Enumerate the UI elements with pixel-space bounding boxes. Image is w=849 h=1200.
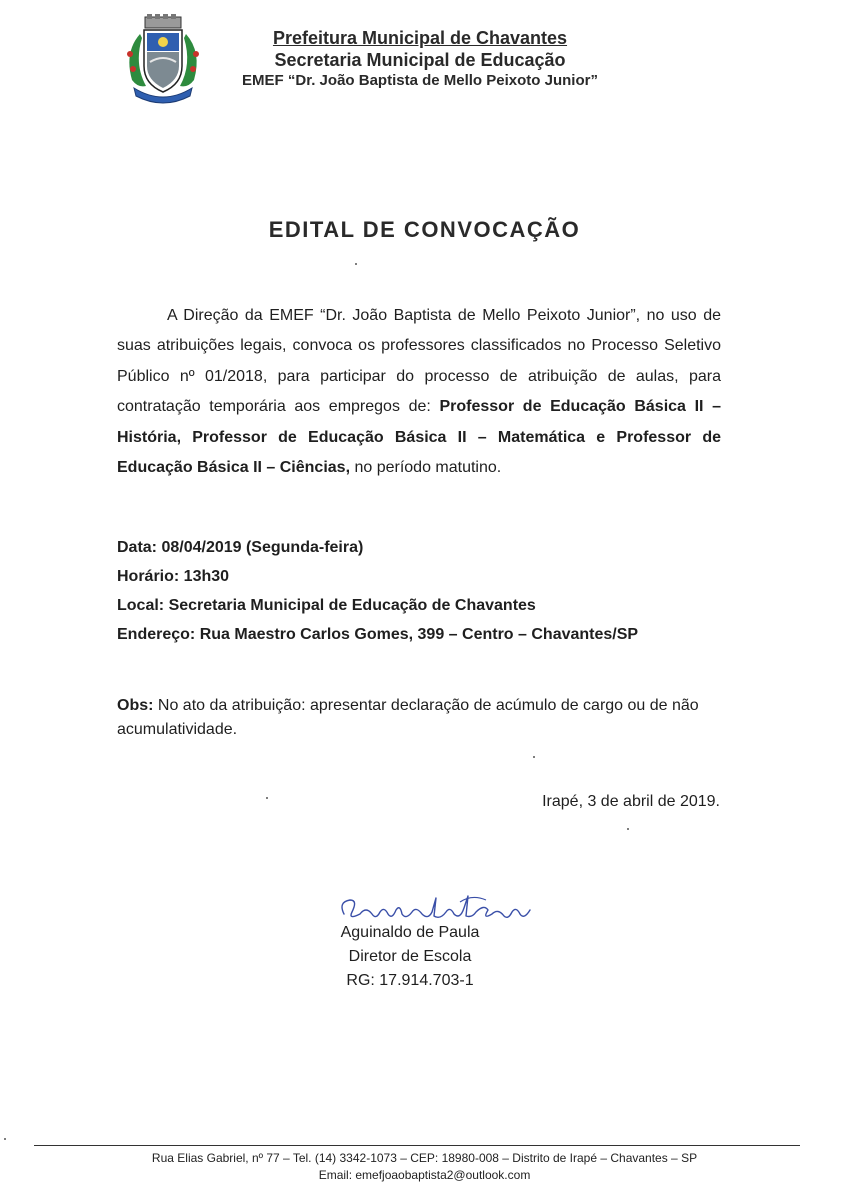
detail-address: Endereço: Rua Maestro Carlos Gomes, 399 – Centro – Chavantes/SP	[117, 626, 639, 643]
obs-label: Obs:	[117, 697, 154, 714]
detail-date: Data: 08/04/2019 (Segunda-feira)	[117, 539, 364, 556]
signer-name: Aguinaldo de Paula	[340, 924, 480, 941]
footer-email: Email: emefjoaobaptista2@outlook.com	[318, 1168, 531, 1182]
paragraph-period: no período matutino.	[350, 459, 502, 477]
paragraph-intro: A Direção da EMEF “Dr. João Baptista de Mello Peixoto Junior”, no uso de suas atribuições legais, convoca os professores classificados no Processo Seletivo Público nº 01/2018, para participar do processo de atribuição de aulas, para contratação temporária aos empregos de:	[117, 307, 721, 416]
paragraph-positions: Professor de Educação Básica II – História, Professor de Educação Básica II – Matemática e Professor de Educação Básica II – Ciências,	[117, 398, 722, 477]
scan-speck	[627, 828, 629, 830]
letterhead-prefeitura: Prefeitura Municipal de Chavantes	[272, 28, 568, 48]
scan-speck	[4, 1138, 6, 1140]
detail-place: Local: Secretaria Municipal de Educação de Chavantes	[117, 597, 536, 614]
observation	[117, 694, 721, 742]
scan-speck	[266, 797, 268, 799]
footer	[0, 1150, 849, 1184]
footer-address: Rua Elias Gabriel, nº 77 – Tel. (14) 3342-1073 – CEP: 18980-008 – Distrito de Irapé – Chavantes – SP	[151, 1151, 698, 1165]
letterhead-secretaria: Secretaria Municipal de Educação	[274, 50, 566, 70]
signature-block	[320, 921, 500, 993]
place-and-date: Irapé, 3 de abril de 2019.	[542, 793, 720, 810]
municipal-crest-logo	[120, 14, 206, 104]
signer-rg: RG: 17.914.703-1	[346, 972, 474, 989]
scan-speck	[355, 263, 357, 265]
signer-role: Diretor de Escola	[348, 948, 472, 965]
obs-text: No ato da atribuição: apresentar declaração de acúmulo de cargo ou de não acumulatividade.	[117, 697, 699, 738]
document-title: EDITAL DE CONVOCAÇÃO	[268, 217, 581, 242]
letterhead	[210, 27, 630, 90]
convocation-paragraph	[117, 301, 721, 483]
detail-time: Horário: 13h30	[117, 568, 230, 585]
footer-divider	[34, 1145, 800, 1146]
scan-speck	[533, 756, 535, 758]
letterhead-school: EMEF “Dr. João Baptista de Mello Peixoto Junior”	[242, 72, 598, 89]
